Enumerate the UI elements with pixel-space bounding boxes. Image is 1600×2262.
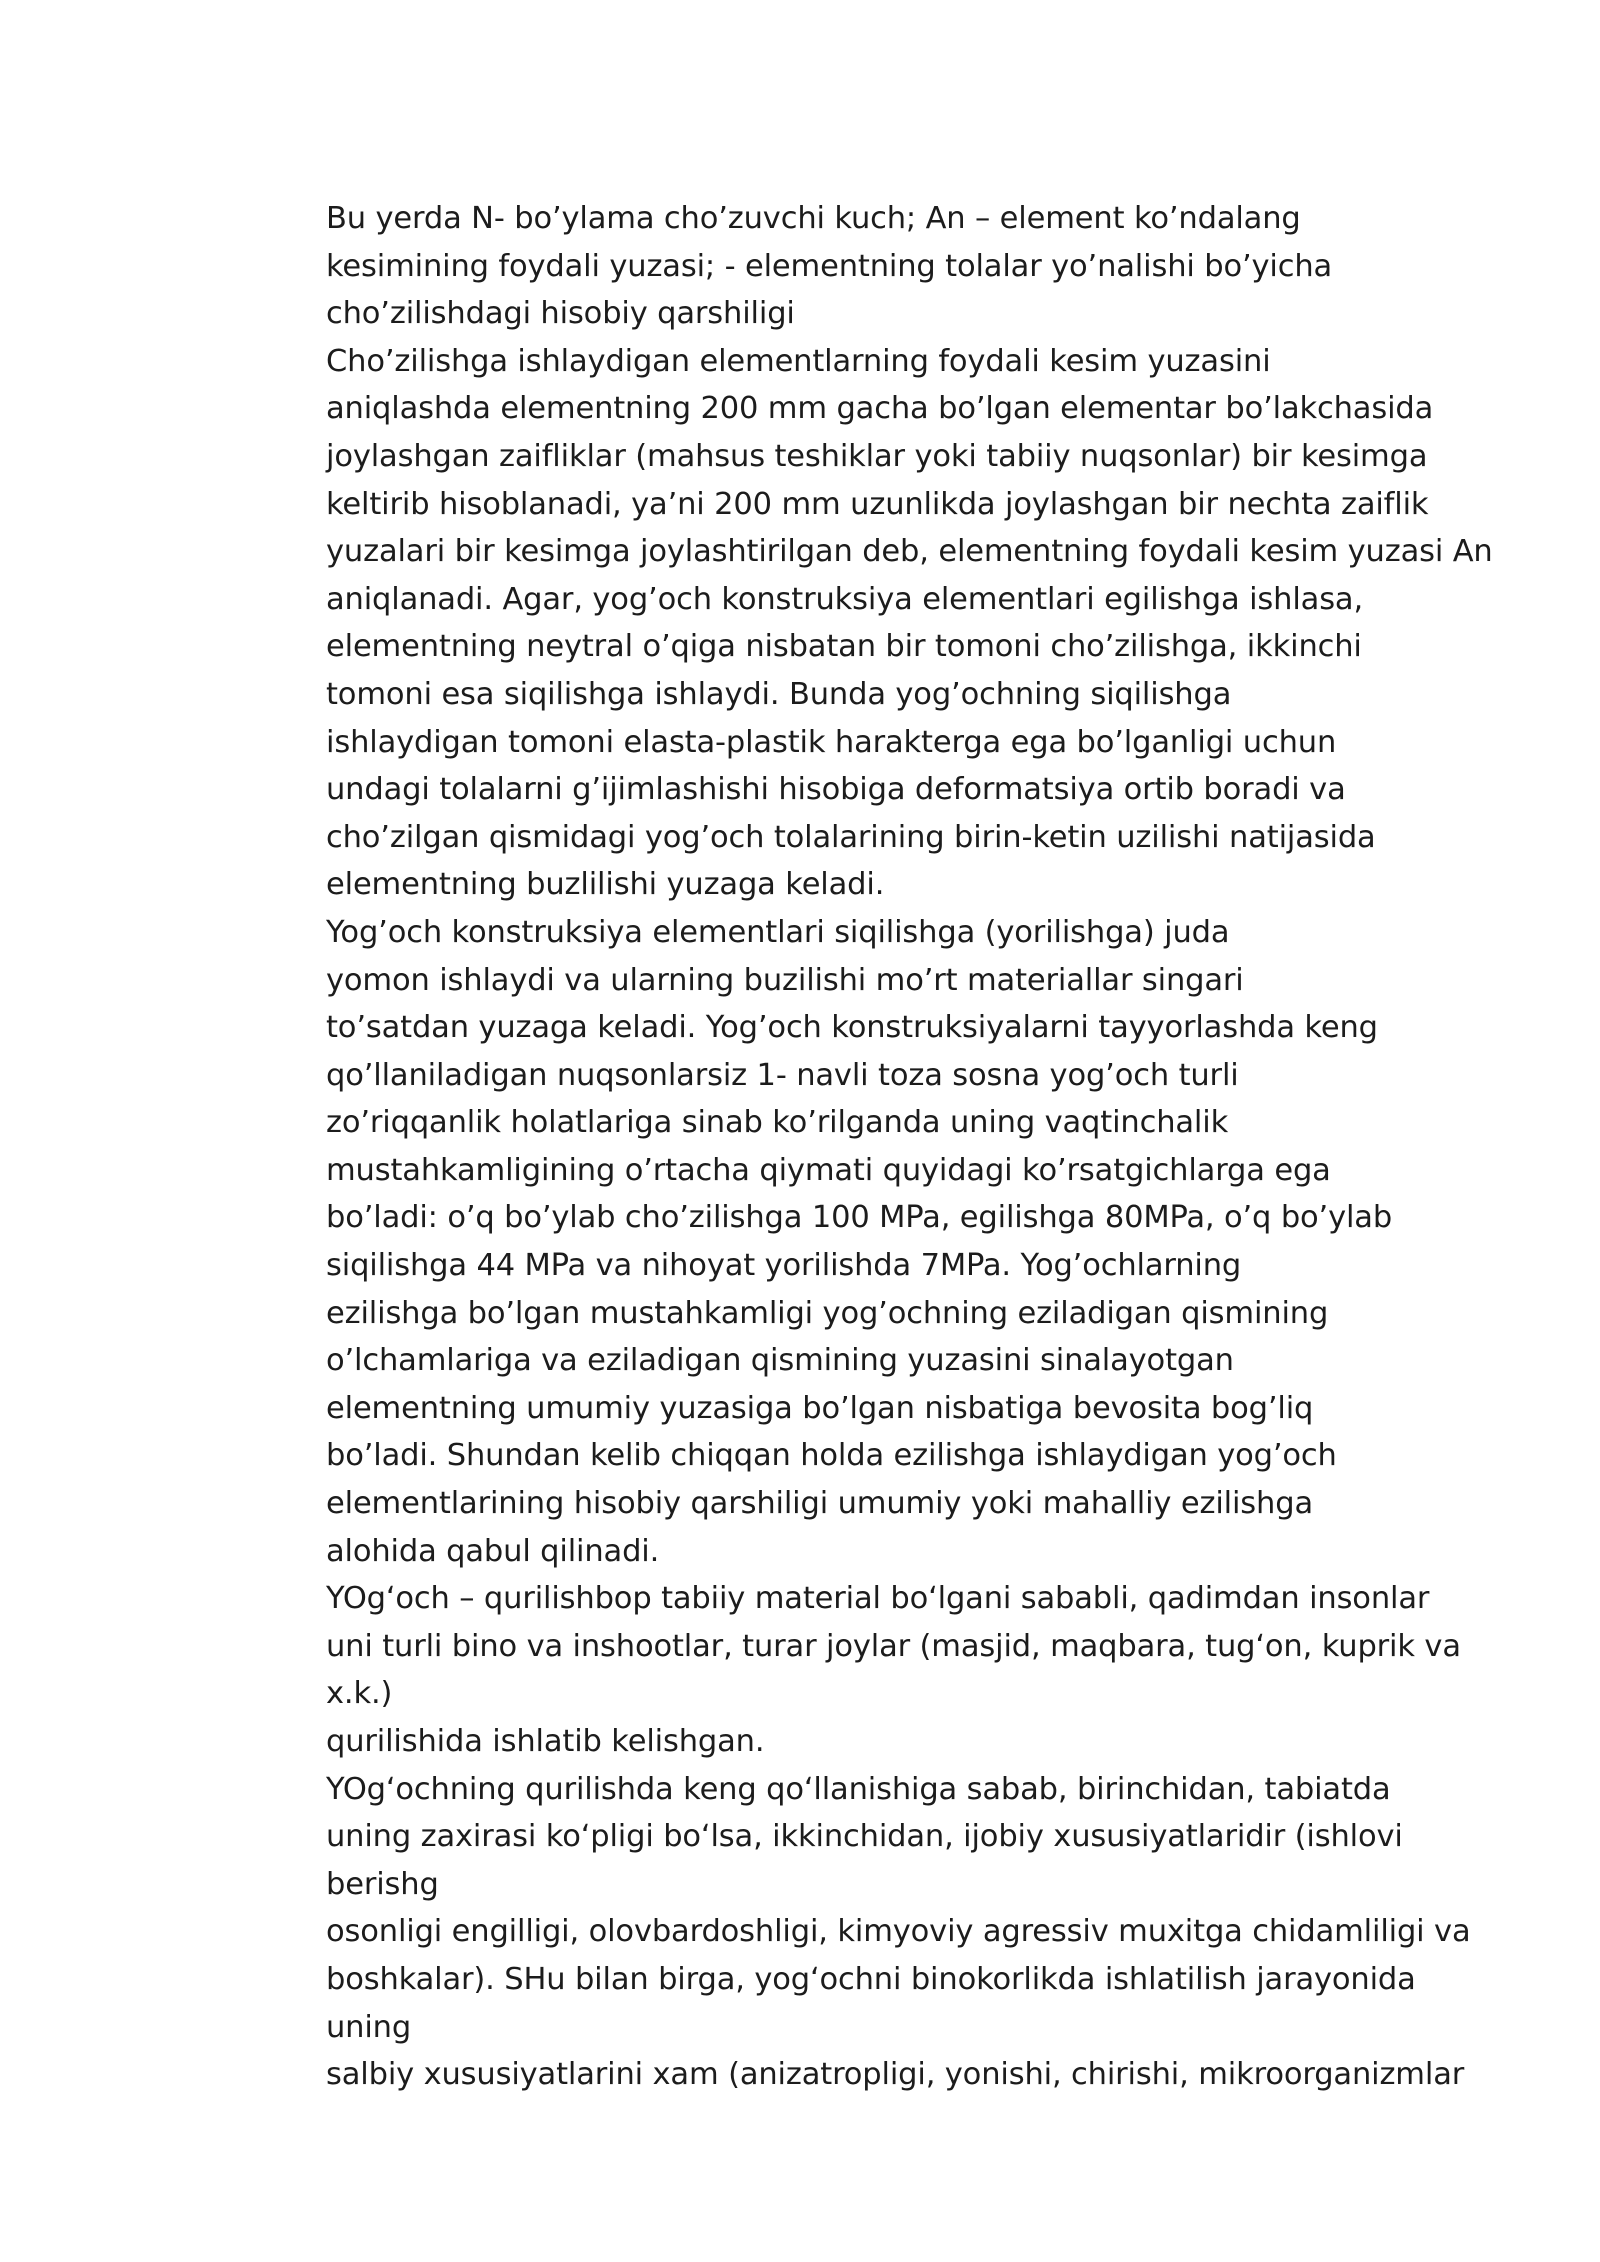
text-line: qo’llaniladigan nuqsonlarsiz 1- navli toza sosna yog’och turli <box>326 1057 1239 1093</box>
text-line: elementning neytral o’qiga nisbatan bir tomoni cho’zilishga, ikkinchi <box>326 629 1362 665</box>
text-line: YOg‘och – qurilishbop tabiiy material bo‘lgani sababli, qadimdan insonlar <box>326 1581 1430 1617</box>
text-line: boshkalar). SHu bilan birga, yog‘ochni binokorlikda ishlatilish jarayonida <box>326 1961 1416 1997</box>
text-line: siqilishga 44 MPa va nihoyat yorilishda 7MPa. Yog’ochlarning <box>326 1248 1242 1284</box>
text-line: elementlarining hisobiy qarshiligi umumiy yoki mahalliy ezilishga <box>326 1486 1313 1522</box>
text-line: uning <box>326 2009 412 2045</box>
text-line: undagi tolalarni g’ijimlashishi hisobiga deformatsiya ortib boradi va <box>326 772 1346 808</box>
text-line: berishg <box>326 1866 439 1902</box>
text-line: cho’zilishdagi hisobiy qarshiligi <box>326 296 795 332</box>
text-line: joylashgan zaifliklar (mahsus teshiklar yoki tabiiy nuqsonlar) bir kesimga <box>326 438 1428 474</box>
text-line: bo’ladi: o’q bo’ylab cho’zilishga 100 MPa, egilishga 80MPa, o’q bo’ylab <box>326 1200 1393 1236</box>
text-line: cho’zilgan qismidagi yog’och tolalarining birin-ketin uzilishi natijasida <box>326 819 1376 855</box>
text-line: bo’ladi. Shundan kelib chiqqan holda ezilishga ishlaydigan yog’och <box>326 1438 1337 1474</box>
text-line: uning zaxirasi ko‘pligi bo‘lsa, ikkinchidan, ijobiy xususiyatlaridir (ishlovi <box>326 1819 1403 1855</box>
text-line: qurilishida ishlatib kelishgan. <box>326 1724 765 1759</box>
text-line: ishlaydigan tomoni elasta-plastik harakterga ega bo’lganligi uchun <box>326 724 1337 760</box>
text-line: aniqlashda elementning 200 mm gacha bo’lgan elementar bo’lakchasida <box>326 391 1434 427</box>
document-text-body <box>326 195 1576 2099</box>
text-line: ezilishga bo’lgan mustahkamligi yog’ochning eziladigan qismining <box>326 1295 1329 1331</box>
text-line: kesimining foydali yuzasi; - elementning tolalar yo’nalishi bo’yicha <box>326 248 1333 284</box>
text-line: o’lchamlariga va eziladigan qismining yuzasini sinalayotgan <box>326 1343 1234 1379</box>
text-line: alohida qabul qilinadi. <box>326 1533 660 1569</box>
text-line: elementning buzlilishi yuzaga keladi. <box>326 867 885 903</box>
text-line: mustahkamligining o’rtacha qiymati quyidagi ko’rsatgichlarga ega <box>326 1152 1331 1188</box>
text-line: yomon ishlaydi va ularning buzilishi mo’rt materiallar singari <box>326 962 1244 998</box>
text-line: to’satdan yuzaga keladi. Yog’och konstruksiyalarni tayyorlashda keng <box>326 1010 1378 1046</box>
text-line: zo’riqqanlik holatlariga sinab ko’rilganda uning vaqtinchalik <box>326 1105 1229 1141</box>
text-line: Yog’och konstruksiya elementlari siqilishga (yorilishga) juda <box>326 914 1230 950</box>
text-line: salbiy xususiyatlarini xam (anizatropligi, yonishi, chirishi, mikroorganizmlar <box>326 2057 1465 2093</box>
text-line: uni turli bino va inshootlar, turar joylar (masjid, maqbara, tug‘on, kuprik va <box>326 1628 1461 1664</box>
text-line: Cho’zilishga ishlaydigan elementlarning foydali kesim yuzasini <box>326 343 1271 379</box>
text-line: Bu yerda N- bo’ylama cho’zuvchi kuch; An – element ko’ndalang <box>326 201 1301 236</box>
text-line: elementning umumiy yuzasiga bo’lgan nisbatiga bevosita bog’liq <box>326 1390 1314 1426</box>
text-line: YOg‘ochning qurilishda keng qo‘llanishiga sabab, birinchidan, tabiatda <box>326 1771 1391 1807</box>
text-line: aniqlanadi. Agar, yog’och konstruksiya elementlari egilishga ishlasa, <box>326 581 1364 617</box>
text-line: keltirib hisoblanadi, ya’ni 200 mm uzunlikda joylashgan bir nechta zaiflik <box>326 486 1429 522</box>
text-line: osonligi engilligi, olovbardoshligi, kimyoviy agressiv muxitga chidamliligi va <box>326 1914 1471 1950</box>
text-line: x.k.) <box>326 1676 393 1712</box>
text-line: yuzalari bir kesimga joylashtirilgan deb, elementning foydali kesim yuzasi An <box>326 534 1493 570</box>
text-line: tomoni esa siqilishga ishlaydi. Bunda yog’ochning siqilishga <box>326 676 1232 712</box>
